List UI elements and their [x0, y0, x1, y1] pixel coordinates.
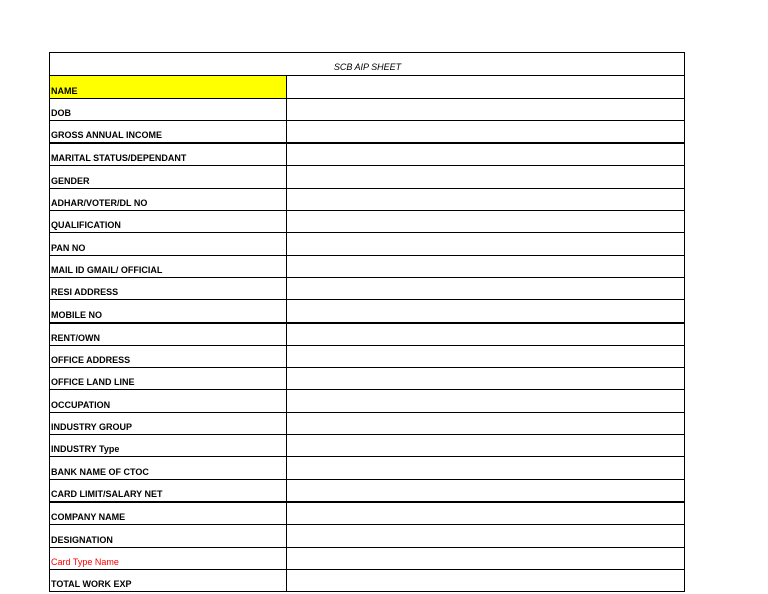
field-value-qualification[interactable] — [287, 211, 685, 233]
table-row — [50, 435, 685, 457]
field-label-office-land-line: OFFICE LAND LINE — [50, 368, 287, 390]
field-value-gender[interactable] — [287, 166, 685, 188]
field-label-name: NAME — [50, 76, 287, 98]
field-value-office-land-line[interactable] — [287, 368, 685, 390]
table-row — [50, 502, 685, 525]
field-label-total-work-exp: TOTAL WORK EXP — [50, 569, 287, 591]
field-value-gross-annual-income[interactable] — [287, 120, 685, 143]
table-row — [50, 525, 685, 547]
field-label-mail-id: MAIL ID GMAIL/ OFFICIAL — [50, 255, 287, 277]
field-label-occupation: OCCUPATION — [50, 390, 287, 412]
field-label-bank-name-ctoc: BANK NAME OF CTOC — [50, 457, 287, 479]
field-value-total-work-exp[interactable] — [287, 569, 685, 591]
field-label-qualification: QUALIFICATION — [50, 211, 287, 233]
field-label-pan-no: PAN NO — [50, 233, 287, 255]
table-row — [50, 479, 685, 502]
field-label-gender: GENDER — [50, 166, 287, 188]
table-row — [50, 166, 685, 188]
field-label-card-limit-salary: CARD LIMIT/SALARY NET — [50, 479, 287, 502]
table-row — [50, 569, 685, 591]
field-label-industry-type: INDUSTRY Type — [50, 435, 287, 457]
table-row — [50, 255, 685, 277]
field-value-marital-status[interactable] — [287, 143, 685, 166]
table-row — [50, 143, 685, 166]
field-value-bank-name-ctoc[interactable] — [287, 457, 685, 479]
field-value-mobile-no[interactable] — [287, 300, 685, 323]
table-row — [50, 390, 685, 412]
table-row — [50, 345, 685, 367]
table-row — [50, 547, 685, 569]
field-label-gross-annual-income: GROSS ANNUAL INCOME — [50, 120, 287, 143]
table-row — [50, 211, 685, 233]
field-label-resi-address: RESI ADDRESS — [50, 277, 287, 299]
field-value-industry-group[interactable] — [287, 412, 685, 434]
field-value-company-name[interactable] — [287, 502, 685, 525]
table-row — [50, 323, 685, 346]
title-row — [50, 53, 685, 76]
field-label-industry-group: INDUSTRY GROUP — [50, 412, 287, 434]
field-value-mail-id[interactable] — [287, 255, 685, 277]
field-value-rent-own[interactable] — [287, 323, 685, 346]
field-value-office-address[interactable] — [287, 345, 685, 367]
field-label-office-address: OFFICE ADDRESS — [50, 345, 287, 367]
field-value-dob[interactable] — [287, 98, 685, 120]
field-value-designation[interactable] — [287, 525, 685, 547]
table-row — [50, 277, 685, 299]
field-label-mobile-no: MOBILE NO — [50, 300, 287, 323]
table-row — [50, 188, 685, 210]
table-row — [50, 457, 685, 479]
field-label-marital-status: MARITAL STATUS/DEPENDANT — [50, 143, 287, 166]
field-label-card-type-name: Card Type Name — [50, 547, 287, 569]
field-value-industry-type[interactable] — [287, 435, 685, 457]
field-label-company-name: COMPANY NAME — [50, 502, 287, 525]
table-row — [50, 120, 685, 143]
field-value-pan-no[interactable] — [287, 233, 685, 255]
field-label-designation: DESIGNATION — [50, 525, 287, 547]
field-value-occupation[interactable] — [287, 390, 685, 412]
table-row — [50, 233, 685, 255]
field-value-card-limit-salary[interactable] — [287, 479, 685, 502]
sheet-title: SCB AIP SHEET — [50, 53, 685, 76]
aip-sheet-table — [49, 52, 685, 592]
field-label-adhar-voter-dl: ADHAR/VOTER/DL NO — [50, 188, 287, 210]
field-value-resi-address[interactable] — [287, 277, 685, 299]
field-label-dob: DOB — [50, 98, 287, 120]
field-value-card-type-name[interactable] — [287, 547, 685, 569]
table-row — [50, 412, 685, 434]
field-label-rent-own: RENT/OWN — [50, 323, 287, 346]
field-value-adhar-voter-dl[interactable] — [287, 188, 685, 210]
table-row — [50, 368, 685, 390]
field-value-name[interactable] — [287, 76, 685, 98]
table-row — [50, 76, 685, 98]
table-row — [50, 98, 685, 120]
table-row — [50, 300, 685, 323]
